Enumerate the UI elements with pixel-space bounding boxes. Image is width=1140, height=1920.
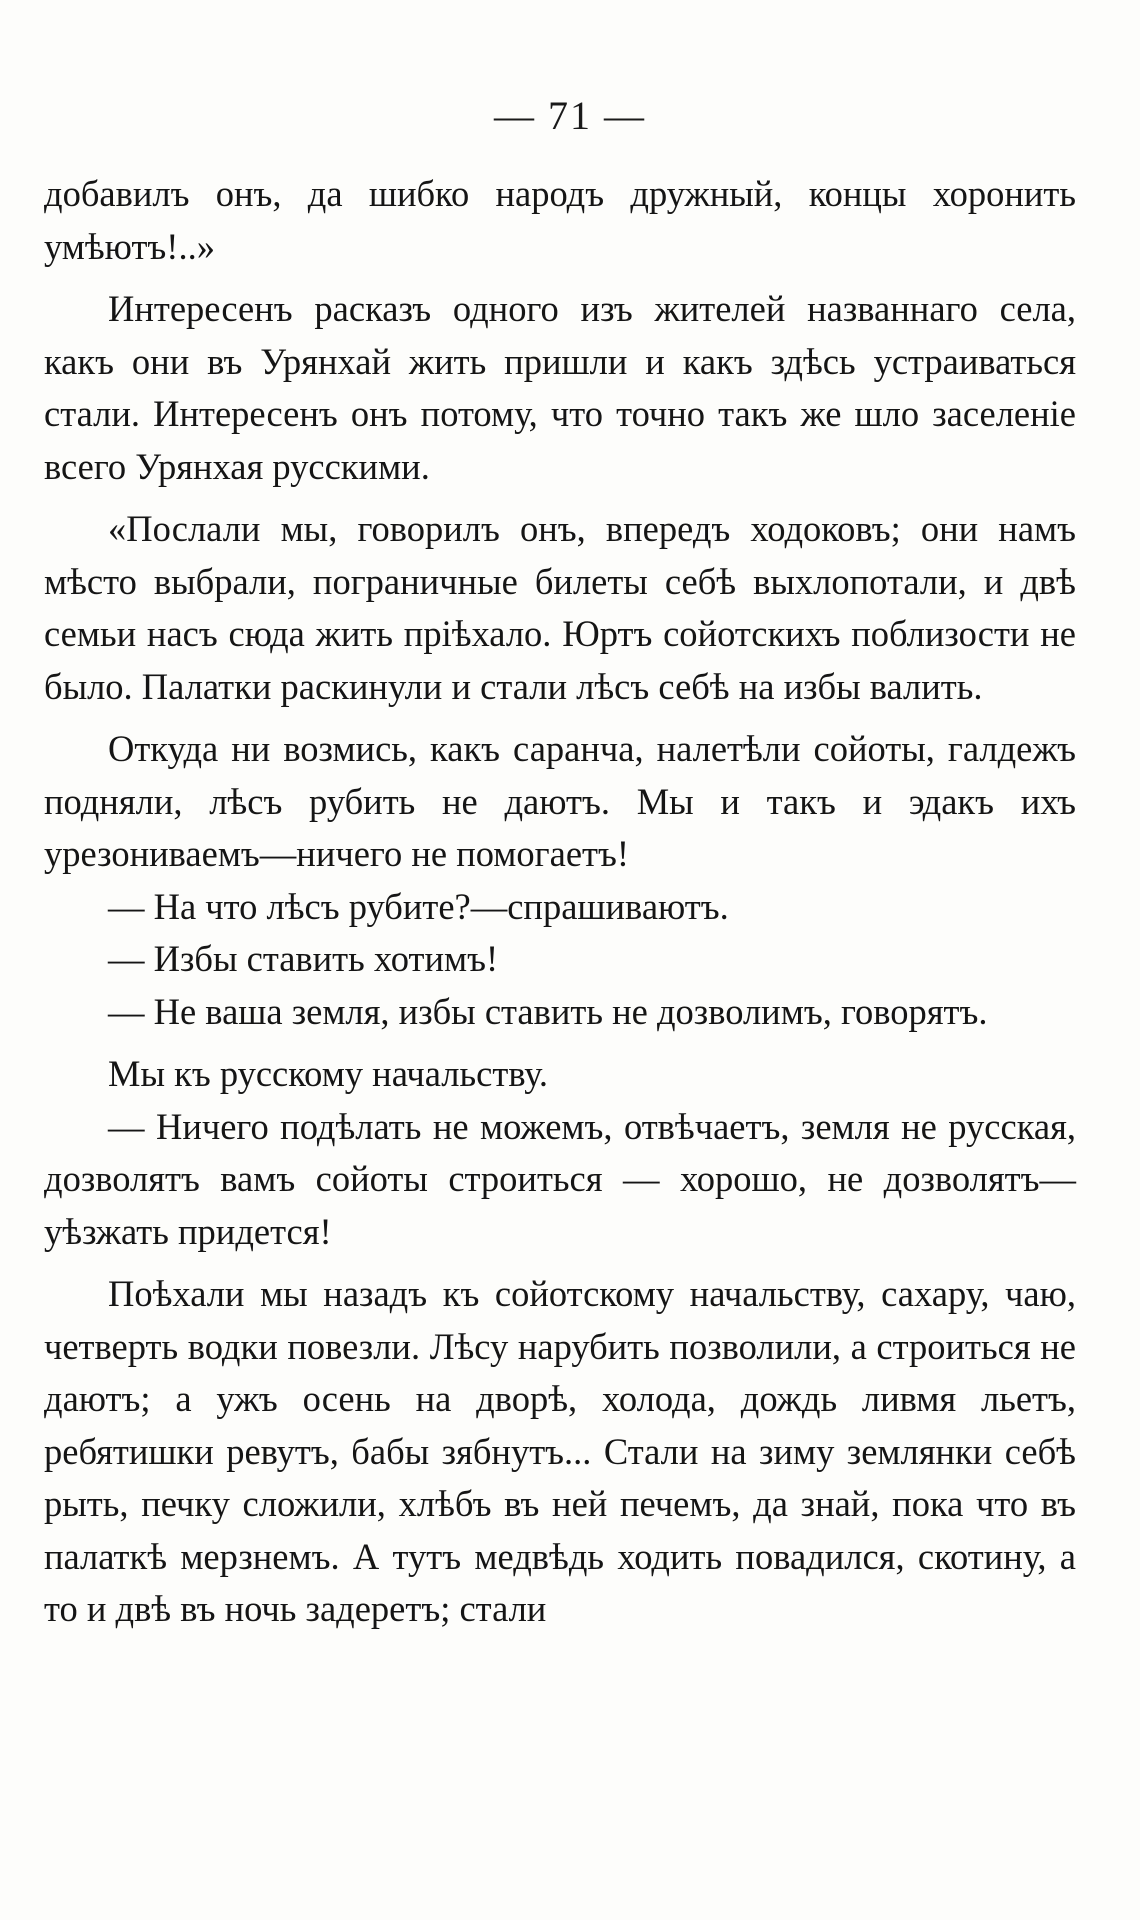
dialogue-line: — На что лѣсъ рубите?—спрашиваютъ. (108, 885, 729, 927)
dialogue-line: — Ничего подѣлать не можемъ, отвѣчаетъ, земля не русская, дозволятъ вамъ сойоты строиться — хорошо, не дозволятъ—уѣзжать придется! (44, 1105, 1076, 1252)
page-number: — 71 — (494, 93, 646, 138)
paragraph: Мы къ русскому начальству. (108, 1053, 549, 1094)
dialogue-line: — Избы ставить хотимъ! (108, 938, 499, 979)
paragraph: добавилъ онъ, да шибко народъ дружный, концы хоронить умѣютъ!..» (44, 173, 1076, 267)
paragraph: Интересенъ расказъ одного изъ жителей названнаго села, какъ они въ Урянхай жить пришли и какъ здѣсь устраиваться стали. Интересенъ онъ потому, что точно такъ же шло заселеніе всего Урянхая русскими. (44, 288, 1076, 487)
paragraph: «Послали мы, говорилъ онъ, впередъ ходоковъ; они намъ мѣсто выбрали, пограничные билеты себѣ выхлопотали, и двѣ семьи насъ сюда жить пріѣхало. Юртъ сойотскихъ поблизости не было. Палатки раскинули и стали лѣсъ себѣ на избы валить. (44, 508, 1076, 707)
dialogue-line: — Не ваша земля, избы ставить не дозволимъ, говорятъ. (108, 990, 988, 1032)
body-text (44, 168, 1076, 1636)
paragraph: Откуда ни возмись, какъ саранча, налетѣли сойоты, галдежъ подняли, лѣсъ рубить не даютъ. Мы и такъ и эдакъ ихъ урезониваемъ—ничего не помогаетъ! (44, 728, 1076, 874)
paragraph: Поѣхали мы назадъ къ сойотскому начальству, сахару, чаю, четверть водки повезли. Лѣсу нарубить позволили, а строиться не даютъ; а ужъ осень на дворѣ, холода, дождь ливмя льетъ, ребятишки ревутъ, бабы зябнутъ... Стали на зиму землянки себѣ рыть, печку сложили, хлѣбъ въ ней печемъ, да знай, пока что въ палаткѣ мерзнемъ. А тутъ медвѣдь ходить повадился, скотину, а то и двѣ въ ночь задеретъ; стали (44, 1273, 1076, 1629)
